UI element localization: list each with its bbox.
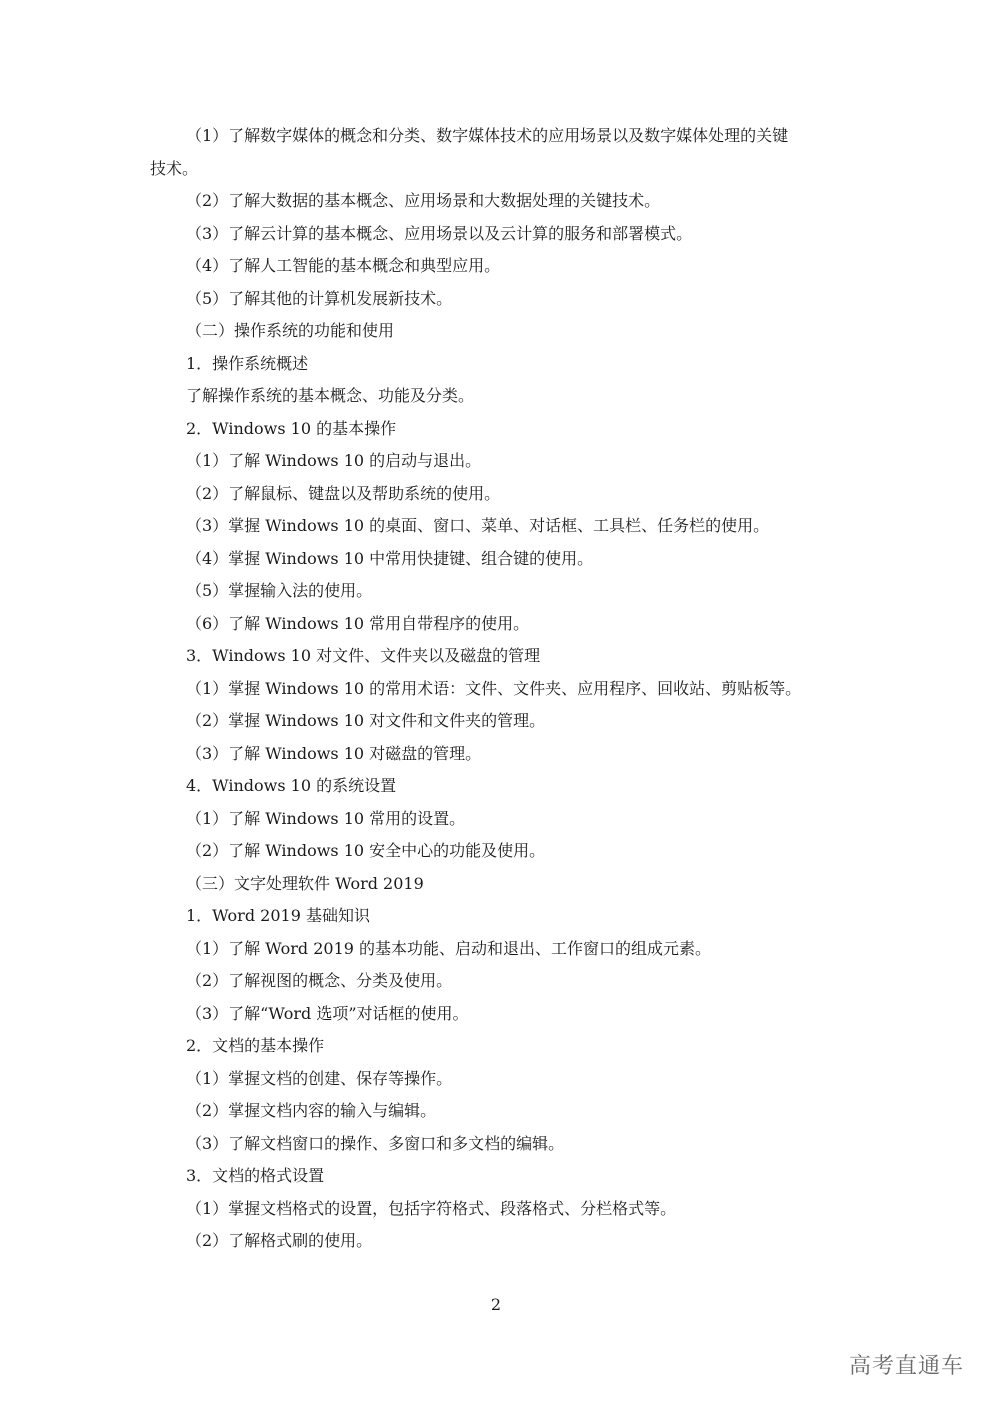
text-line: （5）掌握输入法的使用。 <box>186 581 373 600</box>
subsection-heading: 4．Windows 10 的系统设置 <box>186 776 397 795</box>
text-line: （1）了解 Windows 10 的启动与退出。 <box>186 451 482 470</box>
text-line: （5）了解其他的计算机发展新技术。 <box>186 289 453 308</box>
text-line: （1）了解 Word 2019 的基本功能、启动和退出、工作窗口的组成元素。 <box>186 939 712 958</box>
text-line: 了解操作系统的基本概念、功能及分类。 <box>186 386 475 405</box>
text-line: （2）了解大数据的基本概念、应用场景和大数据处理的关键技术。 <box>186 191 661 210</box>
text-line: 技术。 <box>150 159 199 178</box>
text-line: （1）了解数字媒体的概念和分类、数字媒体技术的应用场景以及数字媒体处理的关键 <box>186 126 789 145</box>
text-line: （1）了解 Windows 10 常用的设置。 <box>186 809 466 828</box>
subsection-heading: 1．Word 2019 基础知识 <box>186 906 370 925</box>
subsection-heading: 3．文档的格式设置 <box>186 1166 325 1185</box>
text-line: （4）了解人工智能的基本概念和典型应用。 <box>186 256 501 275</box>
text-line: （1）掌握文档的创建、保存等操作。 <box>186 1069 453 1088</box>
text-line: （1）掌握文档格式的设置，包括字符格式、段落格式、分栏格式等。 <box>186 1199 677 1218</box>
text-line: （2）了解视图的概念、分类及使用。 <box>186 971 453 990</box>
watermark: 高考直通车 <box>848 1354 964 1379</box>
text-line: （2）了解 Windows 10 安全中心的功能及使用。 <box>186 841 546 860</box>
subsection-heading: 2．文档的基本操作 <box>186 1036 325 1055</box>
text-line: （2）掌握文档内容的输入与编辑。 <box>186 1101 437 1120</box>
text-line: （2）了解格式刷的使用。 <box>186 1231 373 1250</box>
subsection-heading: 3．Windows 10 对文件、文件夹以及磁盘的管理 <box>186 646 541 665</box>
text-line: （3）了解“Word 选项”对话框的使用。 <box>186 1004 469 1023</box>
text-line: （6）了解 Windows 10 常用自带程序的使用。 <box>186 614 530 633</box>
text-line: （3）了解云计算的基本概念、应用场景以及云计算的服务和部署模式。 <box>186 224 693 243</box>
subsection-heading: 1．操作系统概述 <box>186 354 309 373</box>
text-line: （3）了解文档窗口的操作、多窗口和多文档的编辑。 <box>186 1134 565 1153</box>
text-line: （2）了解鼠标、键盘以及帮助系统的使用。 <box>186 484 501 503</box>
section-heading: （三）文字处理软件 Word 2019 <box>186 874 424 893</box>
subsection-heading: 2．Windows 10 的基本操作 <box>186 419 397 438</box>
text-line: （2）掌握 Windows 10 对文件和文件夹的管理。 <box>186 711 546 730</box>
text-line: （4）掌握 Windows 10 中常用快捷键、组合键的使用。 <box>186 549 594 568</box>
text-line: （3）了解 Windows 10 对磁盘的管理。 <box>186 744 482 763</box>
page-number: 2 <box>490 1295 502 1314</box>
text-line: （1）掌握 Windows 10 的常用术语：文件、文件夹、应用程序、回收站、剪贴板等。 <box>186 679 802 698</box>
section-heading: （二）操作系统的功能和使用 <box>186 321 395 340</box>
text-line: （3）掌握 Windows 10 的桌面、窗口、菜单、对话框、工具栏、任务栏的使用。 <box>186 516 770 535</box>
